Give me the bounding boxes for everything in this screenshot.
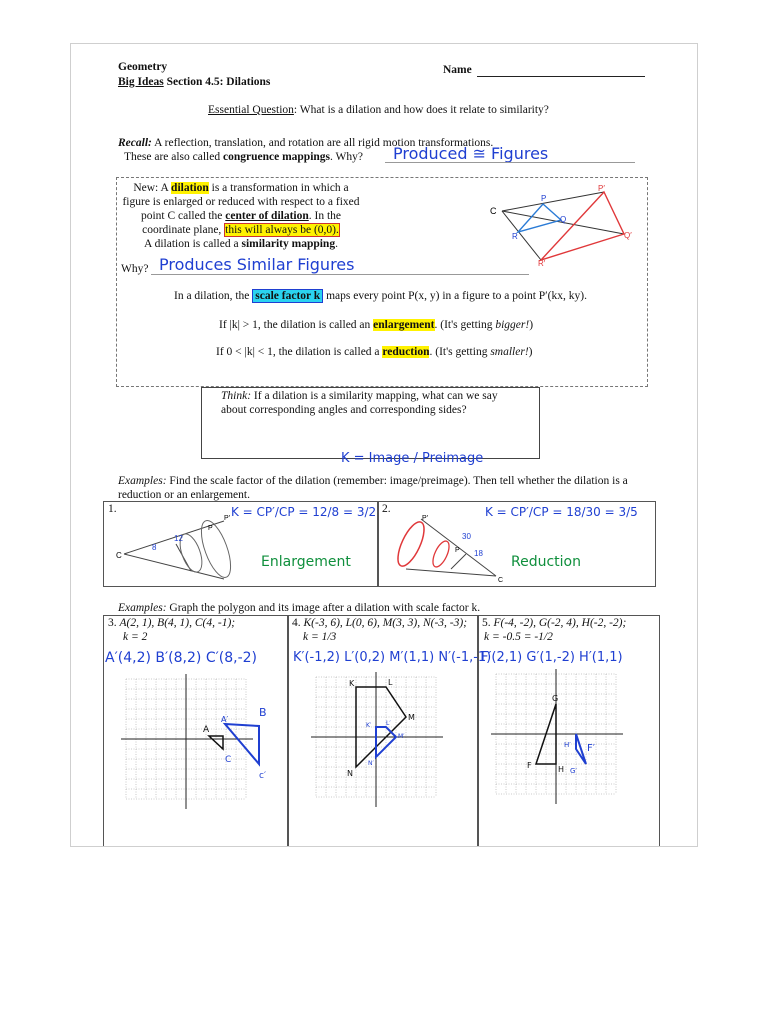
congruence-term: congruence mappings	[222, 151, 331, 163]
ex1-diagram	[116, 509, 246, 584]
ex2-diagram	[386, 514, 506, 584]
why-answer: Produces Similar Figures	[159, 255, 355, 274]
scale-factor-line	[174, 290, 587, 302]
reduction-line	[216, 346, 533, 358]
ex1-label-c: C	[116, 551, 122, 560]
ex2-result: Reduction	[511, 554, 581, 570]
name-label: Name	[443, 64, 472, 76]
def-d1: is a transformation in which a	[208, 182, 349, 194]
ex4-answer: K′(-1,2) L′(0,2) M′(1,1) N′(-1,-1)	[293, 650, 492, 665]
enl-a: If |k| > 1, the dilation is called an	[219, 319, 374, 331]
worksheet-page	[70, 43, 698, 847]
ex2-work: K = CP′/CP = 18/30 = 3/5	[485, 505, 638, 519]
course-title: Geometry	[118, 61, 168, 73]
enlargement-term: enlargement	[373, 319, 435, 331]
definition-text	[121, 181, 361, 251]
scale-factor-term: scale factor k	[252, 289, 323, 303]
ex4-k: k = 1/3	[303, 631, 337, 643]
label-rp: R′	[538, 259, 546, 266]
ex5-points: F(-4, -2), G(-2, 4), H(-2, -2);	[493, 617, 627, 629]
red-a: If 0 < |k| < 1, the dilation is called a	[216, 346, 383, 358]
ex5-given	[482, 617, 626, 629]
ex1-label-pp: P′	[224, 515, 230, 522]
red-c: . (It's getting	[429, 346, 491, 358]
enl-e: )	[529, 319, 534, 331]
ex4-label-l: L	[388, 678, 393, 687]
def-d3c: . In the	[308, 210, 342, 222]
def-d4a: coordinate plane,	[142, 224, 225, 236]
ex3-grid	[121, 674, 253, 809]
sf-a: In a dilation, the	[174, 290, 253, 302]
recall-l2a: These are also called	[124, 151, 223, 163]
ex3-answer: A′(4,2) B′(8,2) C′(8,-2)	[105, 650, 258, 666]
def-d5c: .	[335, 238, 338, 250]
def-line1	[121, 181, 361, 195]
sf-c: maps every point P(x, y) in a figure to a point P′(kx, ky).	[323, 290, 587, 302]
def-d3a: point C called the	[140, 210, 226, 222]
def-line5	[121, 237, 361, 251]
ex5-image	[576, 734, 586, 764]
examples2-instructions	[118, 602, 480, 614]
ex1-label-12: 12	[174, 534, 183, 543]
ex3-label-b: B	[259, 706, 267, 719]
ex5-label-gp: G′	[570, 767, 578, 775]
ex4-points: K(-3, 6), L(0, 6), M(3, 3), N(-3, -3);	[303, 617, 468, 629]
enl-d: bigger!	[495, 319, 530, 331]
ex4-label-np: N′	[368, 760, 374, 767]
dilation-term: dilation	[171, 182, 209, 194]
ex3-label-c: C	[225, 755, 232, 765]
label-pp: P′	[598, 184, 605, 193]
ex5-label-fp: F′	[587, 743, 596, 754]
label-qp: Q′	[624, 231, 632, 240]
ex1-label-8: 8	[152, 543, 157, 552]
ex3-graph	[121, 674, 271, 824]
def-d5a: A dilation is called a	[144, 238, 242, 250]
think-label: Think:	[221, 390, 252, 402]
formula-note: K = Image / Preimage	[341, 451, 484, 466]
def-line4	[121, 223, 361, 237]
eq-text: : What is a dilation and how does it relate to similarity?	[293, 104, 549, 116]
enlargement-line	[219, 319, 533, 331]
recall-line2	[124, 151, 363, 163]
center-term: center of dilation	[225, 210, 309, 222]
ex2-label-p: P	[455, 547, 460, 554]
ex2-label-c: C	[498, 577, 504, 584]
ex5-graph	[491, 669, 641, 819]
ex3-number: 3.	[108, 617, 117, 629]
ex4-label-mp: M′	[398, 733, 405, 740]
ex3-label-ap: A′	[221, 715, 229, 724]
ex1-result: Enlargement	[261, 554, 351, 570]
ex5-label-g: G	[552, 694, 559, 703]
reduction-term: reduction	[382, 346, 430, 358]
ex1-number: 1.	[108, 503, 117, 515]
think-body: If a dilation is a similarity mapping, what can we say about corresponding angles and corresponding sides?	[221, 390, 498, 416]
recall-l2c: . Why?	[330, 151, 364, 163]
ex5-grid	[491, 669, 623, 804]
examples2-text: Graph the polygon and its image after a dilation with scale factor k.	[166, 602, 481, 614]
ex5-answer: F′(2,1) G′(1,-2) H′(1,1)	[481, 650, 623, 665]
ex5-k: k = -0.5 = -1/2	[484, 631, 553, 643]
section-title	[118, 76, 270, 88]
origin-note: this will always be (0,0).	[225, 224, 339, 236]
def-line3	[121, 209, 361, 223]
ex4-label-lp: L′	[386, 720, 391, 727]
section-name: Section 4.5: Dilations	[166, 76, 271, 88]
ex4-given	[292, 617, 467, 629]
ex4-label-kp: K′	[366, 722, 372, 729]
ex3-k: k = 2	[123, 631, 148, 643]
why-line	[151, 274, 529, 275]
ex3-points: A(2, 1), B(4, 1), C(4, -1);	[119, 617, 236, 629]
ex5-number: 5.	[482, 617, 491, 629]
examples1-instructions	[118, 474, 658, 502]
ex2-number: 2.	[382, 503, 391, 515]
label-c: C	[490, 206, 497, 216]
ex3-label-a: A	[203, 725, 210, 735]
book-name: Big Ideas	[118, 76, 164, 88]
def-line2: figure is enlarged or reduced with respect to a fixed	[122, 196, 360, 208]
enl-c: . (It's getting	[434, 319, 496, 331]
ex3-given	[108, 617, 235, 629]
why-label: Why?	[121, 263, 149, 275]
examples1-text: Find the scale factor of the dilation (remember: image/preimage). Then tell whether the dilation is a reduction or an enlargement.	[118, 475, 628, 501]
ex4-label-k: K	[349, 679, 355, 688]
ex2-label-pp: P′	[422, 515, 428, 522]
examples1-label: Examples:	[118, 475, 167, 487]
ex3-label-cp: c′	[259, 771, 266, 781]
examples2-label: Examples:	[118, 602, 167, 614]
label-p: P	[541, 194, 547, 203]
name-line	[477, 76, 645, 77]
label-q: Q	[560, 215, 567, 224]
ex4-label-n: N	[347, 769, 353, 778]
similarity-term: similarity mapping	[241, 238, 336, 250]
ex2-label-18: 18	[474, 549, 483, 558]
think-text	[221, 389, 521, 417]
answer-line	[385, 162, 635, 163]
dilation-diagram	[486, 184, 636, 266]
essential-question	[208, 104, 549, 116]
ex5-label-f: F	[527, 761, 532, 770]
red-e: )	[528, 346, 533, 358]
label-r: R	[512, 232, 518, 241]
ex1-label-p: P	[208, 525, 213, 532]
ex5-label-h: H	[558, 765, 565, 774]
ex4-label-m: M	[408, 713, 415, 722]
ex4-graph	[311, 672, 461, 822]
ex5-label-hp: H′	[564, 741, 571, 749]
def-new: New: A	[133, 182, 172, 194]
recall-answer: Produced ≅ Figures	[393, 144, 549, 163]
ex4-number: 4.	[292, 617, 301, 629]
ex1-work: K = CP′/CP = 12/8 = 3/2	[231, 505, 377, 519]
ex2-label-30: 30	[462, 532, 471, 541]
red-d: smaller!	[490, 346, 529, 358]
recall-text: A reflection, translation, and rotation are all rigid motion transformations.	[151, 137, 494, 149]
eq-label: Essential Question	[208, 104, 294, 116]
recall-label: Recall:	[118, 137, 152, 149]
